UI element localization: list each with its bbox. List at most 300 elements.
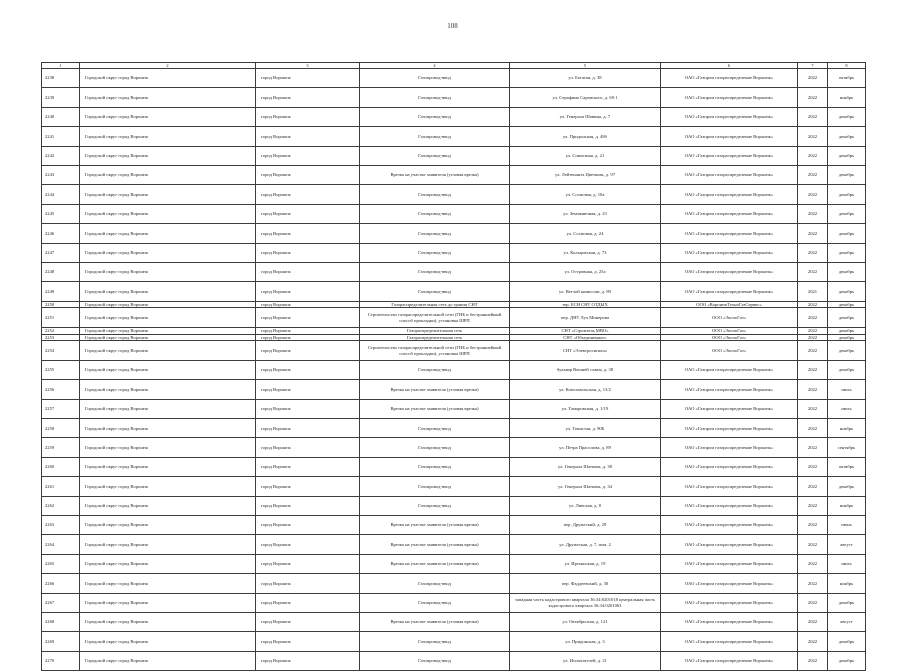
organization-cell: ООО «ЭкспоГаз» — [661, 334, 798, 341]
settlement-cell: город Воронеж — [256, 593, 360, 612]
organization-cell: ОАО «Газпром газораспределение Воронеж» — [661, 554, 798, 573]
organization-cell: ОАО «Газпром газораспределение Воронеж» — [661, 612, 798, 631]
settlement-cell: город Воронеж — [256, 341, 360, 360]
address-cell: ул. Придонская, д. 3 — [510, 632, 661, 651]
table-row — [42, 438, 866, 457]
row-number: 2266 — [42, 574, 80, 593]
column-number: 4 — [360, 63, 510, 69]
address-cell: СНТ «Объединенное» — [510, 334, 661, 341]
object-cell: Газопровод-ввод — [360, 107, 510, 126]
row-number: 2263 — [42, 515, 80, 534]
year-cell: 2022 — [798, 301, 828, 308]
object-cell: Врезка на участке заявителя (угловая врезка) — [360, 380, 510, 399]
year-cell: 2022 — [798, 165, 828, 184]
settlement-cell: город Воронеж — [256, 88, 360, 107]
district-cell: Городской округ город Воронеж — [80, 593, 256, 612]
table-row — [42, 327, 866, 334]
settlement-cell: город Воронеж — [256, 107, 360, 126]
column-number: 1 — [42, 63, 80, 69]
district-cell: Городской округ город Воронеж — [80, 419, 256, 438]
month-cell: декабрь — [828, 262, 866, 281]
table-row — [42, 612, 866, 631]
address-cell: ул. Испытателей, д. 21 — [510, 651, 661, 670]
organization-cell: ОАО «Газпром газораспределение Воронеж» — [661, 496, 798, 515]
object-cell: Врезка на участке заявителя (угловая врезка) — [360, 535, 510, 554]
row-number: 2249 — [42, 282, 80, 301]
register-sheet — [41, 62, 865, 664]
district-cell: Городской округ город Воронеж — [80, 632, 256, 651]
organization-cell: ОАО «Газпром газораспределение Воронеж» — [661, 204, 798, 223]
row-number: 2243 — [42, 165, 80, 184]
organization-cell: ООО «ЭкспоГаз» — [661, 327, 798, 334]
district-cell: Городской округ город Воронеж — [80, 185, 256, 204]
object-cell: Газопровод-ввод — [360, 282, 510, 301]
row-number: 2246 — [42, 224, 80, 243]
object-cell: Газопровод-ввод — [360, 574, 510, 593]
organization-cell: ООО «ВоронежТехноГазСервис» — [661, 301, 798, 308]
address-cell: западная часть кадастрового квартала 36:34:0201018 центральная часть кадастрового квартала 36:34:0201063 — [510, 593, 661, 612]
year-cell: 2022 — [798, 185, 828, 204]
row-number: 2270 — [42, 651, 80, 670]
organization-cell: ООО «ЭкспоГаз» — [661, 308, 798, 327]
address-cell: ул. Совхозная, д. 21 — [510, 146, 661, 165]
district-cell: Городской округ город Воронеж — [80, 515, 256, 534]
table-row — [42, 165, 866, 184]
address-cell: ул. Серафима Саровского, д. 69.1 — [510, 88, 661, 107]
month-cell: декабрь — [828, 165, 866, 184]
object-cell: Газораспределительная сеть — [360, 327, 510, 334]
object-cell: Врезка на участке заявителя (угловая врезка) — [360, 612, 510, 631]
month-cell: август — [828, 535, 866, 554]
settlement-cell: город Воронеж — [256, 457, 360, 476]
object-cell: Газопровод-ввод — [360, 632, 510, 651]
month-cell: декабрь — [828, 224, 866, 243]
row-number: 2248 — [42, 262, 80, 281]
month-cell: июль — [828, 399, 866, 418]
page-number: 108 — [447, 22, 458, 30]
month-cell: декабрь — [828, 651, 866, 670]
month-cell: декабрь — [828, 308, 866, 327]
organization-cell: ОАО «Газпром газораспределение Воронеж» — [661, 419, 798, 438]
address-cell: СНТ «Строитель МВО» — [510, 327, 661, 334]
month-cell: июль — [828, 554, 866, 573]
object-cell: Врезка на участке заявителя (угловая врезка) — [360, 554, 510, 573]
month-cell: июль — [828, 380, 866, 399]
settlement-cell: город Воронеж — [256, 301, 360, 308]
month-cell: декабрь — [828, 334, 866, 341]
row-number: 2256 — [42, 380, 80, 399]
district-cell: Городской округ город Воронеж — [80, 327, 256, 334]
settlement-cell: город Воронеж — [256, 360, 360, 379]
organization-cell: ОАО «Газпром газораспределение Воронеж» — [661, 107, 798, 126]
district-cell: Городской округ город Воронеж — [80, 146, 256, 165]
table-row — [42, 185, 866, 204]
object-cell: Газопровод-ввод — [360, 224, 510, 243]
month-cell: август — [828, 612, 866, 631]
district-cell: Городской округ город Воронеж — [80, 88, 256, 107]
row-number: 2247 — [42, 243, 80, 262]
object-cell: Газопровод-ввод — [360, 185, 510, 204]
address-cell: ул. Генерала Шаткова, д. 34 — [510, 477, 661, 496]
month-cell: декабрь — [828, 107, 866, 126]
row-number: 2252 — [42, 327, 80, 334]
district-cell: Городской округ город Воронеж — [80, 127, 256, 146]
row-number: 2240 — [42, 107, 80, 126]
table-row — [42, 574, 866, 593]
object-cell: Газораспределительная сеть — [360, 334, 510, 341]
settlement-cell: город Воронеж — [256, 515, 360, 534]
table-row — [42, 593, 866, 612]
table-row — [42, 334, 866, 341]
address-cell: ул. Петра Прасолова, д. 89 — [510, 438, 661, 457]
settlement-cell: город Воронеж — [256, 632, 360, 651]
month-cell: декабрь — [828, 341, 866, 360]
address-cell: ул. Кольцовская, д. 73 — [510, 243, 661, 262]
row-number: 2244 — [42, 185, 80, 204]
month-cell: декабрь — [828, 593, 866, 612]
month-cell: декабрь — [828, 632, 866, 651]
year-cell: 2022 — [798, 341, 828, 360]
settlement-cell: город Воронеж — [256, 380, 360, 399]
settlement-cell: город Воронеж — [256, 477, 360, 496]
object-cell: Газопровод-ввод — [360, 146, 510, 165]
address-cell: ул. Островная, д. 25а — [510, 262, 661, 281]
table-row — [42, 535, 866, 554]
month-cell: декабрь — [828, 360, 866, 379]
settlement-cell: город Воронеж — [256, 204, 360, 223]
object-cell: Газопровод-ввод — [360, 360, 510, 379]
row-number: 2259 — [42, 438, 80, 457]
object-cell: Газопровод-ввод — [360, 419, 510, 438]
organization-cell: ОАО «Газпром газораспределение Воронеж» — [661, 438, 798, 457]
row-number: 2242 — [42, 146, 80, 165]
row-number: 2258 — [42, 419, 80, 438]
settlement-cell: город Воронеж — [256, 243, 360, 262]
month-cell: ноябрь — [828, 88, 866, 107]
organization-cell: ОАО «Газпром газораспределение Воронеж» — [661, 477, 798, 496]
settlement-cell: город Воронеж — [256, 262, 360, 281]
row-number: 2255 — [42, 360, 80, 379]
table-row — [42, 224, 866, 243]
object-cell: Газопровод-ввод — [360, 204, 510, 223]
year-cell: 2021 — [798, 282, 828, 301]
district-cell: Городской округ город Воронеж — [80, 69, 256, 88]
object-cell: Газопровод-ввод — [360, 69, 510, 88]
table-row — [42, 360, 866, 379]
table-row — [42, 496, 866, 515]
district-cell: Городской округ город Воронеж — [80, 651, 256, 670]
object-cell: Газопровод-ввод — [360, 243, 510, 262]
district-cell: Городской округ город Воронеж — [80, 554, 256, 573]
district-cell: Городской округ город Воронеж — [80, 262, 256, 281]
settlement-cell: город Воронеж — [256, 146, 360, 165]
address-cell: пер. Фаддеевский, д. 30 — [510, 574, 661, 593]
settlement-cell: город Воронеж — [256, 554, 360, 573]
month-cell: декабрь — [828, 477, 866, 496]
settlement-cell: город Воронеж — [256, 535, 360, 554]
year-cell: 2022 — [798, 438, 828, 457]
year-cell: 2022 — [798, 593, 828, 612]
settlement-cell: город Воронеж — [256, 612, 360, 631]
month-cell: октябрь — [828, 69, 866, 88]
table-row — [42, 308, 866, 327]
organization-cell: ОАО «Газпром газораспределение Воронеж» — [661, 535, 798, 554]
organization-cell: ОАО «Газпром газораспределение Воронеж» — [661, 574, 798, 593]
month-cell: декабрь — [828, 204, 866, 223]
address-cell: пер. ДНТ Луч Минерова — [510, 308, 661, 327]
address-cell: ул. Ветлой комиссии, д. 89 — [510, 282, 661, 301]
table-row — [42, 651, 866, 670]
district-cell: Городской округ город Воронеж — [80, 204, 256, 223]
organization-cell: ООО «ЭкспоГаз» — [661, 341, 798, 360]
organization-cell: ОАО «Газпром газораспределение Воронеж» — [661, 185, 798, 204]
organization-cell: ОАО «Газпром газораспределение Воронеж» — [661, 243, 798, 262]
settlement-cell: город Воронеж — [256, 496, 360, 515]
table-row — [42, 380, 866, 399]
object-cell: Газопровод-ввод — [360, 457, 510, 476]
table-row — [42, 146, 866, 165]
year-cell: 2022 — [798, 224, 828, 243]
row-number: 2241 — [42, 127, 80, 146]
table-row — [42, 341, 866, 360]
organization-cell: ОАО «Газпром газораспределение Воронеж» — [661, 515, 798, 534]
settlement-cell: город Воронеж — [256, 419, 360, 438]
organization-cell: ОАО «Газпром газораспределение Воронеж» — [661, 457, 798, 476]
object-cell: Газопровод-ввод — [360, 496, 510, 515]
organization-cell: ОАО «Газпром газораспределение Воронеж» — [661, 651, 798, 670]
organization-cell: ОАО «Газпром газораспределение Воронеж» — [661, 165, 798, 184]
address-cell: СНТ «Электросигнал» — [510, 341, 661, 360]
settlement-cell: город Воронеж — [256, 399, 360, 418]
settlement-cell: город Воронеж — [256, 185, 360, 204]
row-number: 2265 — [42, 554, 80, 573]
year-cell: 2022 — [798, 127, 828, 146]
year-cell: 2022 — [798, 477, 828, 496]
month-cell: сентябрь — [828, 438, 866, 457]
year-cell: 2022 — [798, 399, 828, 418]
address-cell: ул. Дружеская, д. 7, пом. 2 — [510, 535, 661, 554]
year-cell: 2022 — [798, 457, 828, 476]
organization-cell: ОАО «Газпром газораспределение Воронеж» — [661, 360, 798, 379]
year-cell: 2022 — [798, 632, 828, 651]
month-cell: ноябрь — [828, 496, 866, 515]
address-cell: ул. Тенистая, д. 90Б — [510, 419, 661, 438]
month-cell: декабрь — [828, 146, 866, 165]
address-cell: ул. Генерала Шавина, д. 7 — [510, 107, 661, 126]
object-cell: Газопровод-ввод — [360, 477, 510, 496]
month-cell: октябрь — [828, 457, 866, 476]
year-cell: 2022 — [798, 69, 828, 88]
settlement-cell: город Воронеж — [256, 327, 360, 334]
table-row — [42, 243, 866, 262]
district-cell: Городской округ город Воронеж — [80, 574, 256, 593]
year-cell: 2022 — [798, 612, 828, 631]
register-table — [41, 62, 866, 671]
table-row — [42, 632, 866, 651]
address-cell: ул. Богатая, д. 38 — [510, 69, 661, 88]
address-cell: ул. Тамаровская, д. 1/19 — [510, 399, 661, 418]
address-cell: ул. Сосновая, д. 10а — [510, 185, 661, 204]
district-cell: Городской округ город Воронеж — [80, 334, 256, 341]
year-cell: 2022 — [798, 574, 828, 593]
object-cell: Строительство газораспределительной сети (ГНБ и бестраншейный способ прокладки), установка ШРП — [360, 341, 510, 360]
address-cell: ул. Октябрьская, д. 121 — [510, 612, 661, 631]
organization-cell: ОАО «Газпром газораспределение Воронеж» — [661, 146, 798, 165]
year-cell: 2022 — [798, 380, 828, 399]
district-cell: Городской округ город Воронеж — [80, 282, 256, 301]
district-cell: Городской округ город Воронеж — [80, 457, 256, 476]
row-number: 2268 — [42, 612, 80, 631]
address-cell: бульвар Вешней славы, д. 38 — [510, 360, 661, 379]
object-cell: Газопровод-ввод — [360, 651, 510, 670]
year-cell: 2022 — [798, 334, 828, 341]
year-cell: 2022 — [798, 535, 828, 554]
row-number: 2261 — [42, 477, 80, 496]
object-cell: Врезка на участке заявителя (угловая врезка) — [360, 399, 510, 418]
object-cell: Газопровод-ввод — [360, 88, 510, 107]
table-row — [42, 554, 866, 573]
row-number: 2262 — [42, 496, 80, 515]
settlement-cell: город Воронеж — [256, 69, 360, 88]
address-cell: ул. Земляничная, д. 23 — [510, 204, 661, 223]
district-cell: Городской округ город Воронеж — [80, 341, 256, 360]
district-cell: Городской округ город Воронеж — [80, 438, 256, 457]
year-cell: 2022 — [798, 243, 828, 262]
year-cell: 2022 — [798, 651, 828, 670]
address-cell: ул. Придонская, д. 48б — [510, 127, 661, 146]
settlement-cell: город Воронеж — [256, 165, 360, 184]
district-cell: Городской округ город Воронеж — [80, 301, 256, 308]
table-row — [42, 419, 866, 438]
organization-cell: ОАО «Газпром газораспределение Воронеж» — [661, 127, 798, 146]
settlement-cell: город Воронеж — [256, 334, 360, 341]
settlement-cell: город Воронеж — [256, 308, 360, 327]
address-cell: ул. Лейтенанта Цветкова, д. 97 — [510, 165, 661, 184]
column-number: 2 — [80, 63, 256, 69]
column-number: 3 — [256, 63, 360, 69]
object-cell: Газопровод-ввод — [360, 127, 510, 146]
row-number: 2264 — [42, 535, 80, 554]
year-cell: 2022 — [798, 308, 828, 327]
object-cell: Газопровод-ввод — [360, 438, 510, 457]
year-cell: 2022 — [798, 419, 828, 438]
table-row — [42, 301, 866, 308]
register-table-body — [42, 69, 866, 671]
row-number: 2260 — [42, 457, 80, 476]
object-cell: Врезка на участке заявителя (угловая врезка) — [360, 515, 510, 534]
table-row — [42, 69, 866, 88]
year-cell: 2022 — [798, 146, 828, 165]
district-cell: Городской округ город Воронеж — [80, 399, 256, 418]
year-cell: 2022 — [798, 204, 828, 223]
district-cell: Городской округ город Воронеж — [80, 477, 256, 496]
organization-cell: ОАО «Газпром газораспределение Воронеж» — [661, 224, 798, 243]
address-cell: ул. Ливская, д. 8 — [510, 496, 661, 515]
organization-cell: ОАО «Газпром газораспределение Воронеж» — [661, 593, 798, 612]
table-row — [42, 127, 866, 146]
row-number: 2238 — [42, 69, 80, 88]
district-cell: Городской округ город Воронеж — [80, 165, 256, 184]
organization-cell: ОАО «Газпром газораспределение Воронеж» — [661, 380, 798, 399]
month-cell: ноябрь — [828, 419, 866, 438]
object-cell: Газопровод-ввод — [360, 593, 510, 612]
table-row — [42, 88, 866, 107]
district-cell: Городской округ город Воронеж — [80, 380, 256, 399]
year-cell: 2022 — [798, 360, 828, 379]
table-row — [42, 107, 866, 126]
table-row — [42, 262, 866, 281]
object-cell: Врезка на участке заявителя (угловая врезка) — [360, 165, 510, 184]
organization-cell: ОАО «Газпром газораспределение Воронеж» — [661, 88, 798, 107]
column-number: 6 — [661, 63, 798, 69]
organization-cell: ОАО «Газпром газораспределение Воронеж» — [661, 282, 798, 301]
organization-cell: ОАО «Газпром газораспределение Воронеж» — [661, 399, 798, 418]
district-cell: Городской округ город Воронеж — [80, 496, 256, 515]
year-cell: 2022 — [798, 107, 828, 126]
district-cell: Городской округ город Воронеж — [80, 107, 256, 126]
table-row — [42, 204, 866, 223]
row-number: 2250 — [42, 301, 80, 308]
district-cell: Городской округ город Воронеж — [80, 308, 256, 327]
row-number: 2267 — [42, 593, 80, 612]
column-number: 7 — [798, 63, 828, 69]
month-cell: декабрь — [828, 282, 866, 301]
address-cell: ул. Сосновая, д. 24 — [510, 224, 661, 243]
address-cell: ул. Иртышская, д. 19 — [510, 554, 661, 573]
year-cell: 2022 — [798, 88, 828, 107]
settlement-cell: город Воронеж — [256, 282, 360, 301]
address-cell: ул. Комсомольская, д. 13/2 — [510, 380, 661, 399]
month-cell: декабрь — [828, 243, 866, 262]
settlement-cell: город Воронеж — [256, 438, 360, 457]
year-cell: 2022 — [798, 554, 828, 573]
settlement-cell: город Воронеж — [256, 224, 360, 243]
table-row — [42, 477, 866, 496]
month-cell: декабрь — [828, 301, 866, 308]
year-cell: 2022 — [798, 496, 828, 515]
column-number: 8 — [828, 63, 866, 69]
address-cell: тер. ЕСН СНТ ОТДЫХ — [510, 301, 661, 308]
row-number: 2239 — [42, 88, 80, 107]
month-cell: декабрь — [828, 127, 866, 146]
table-row — [42, 457, 866, 476]
row-number: 2269 — [42, 632, 80, 651]
organization-cell: ОАО «Газпром газораспределение Воронеж» — [661, 69, 798, 88]
row-number: 2251 — [42, 308, 80, 327]
row-number: 2253 — [42, 334, 80, 341]
year-cell: 2022 — [798, 262, 828, 281]
district-cell: Городской округ город Воронеж — [80, 224, 256, 243]
object-cell: Газопровод-ввод — [360, 262, 510, 281]
settlement-cell: город Воронеж — [256, 127, 360, 146]
address-cell: ул. Генерала Шаткова, д. 38 — [510, 457, 661, 476]
month-cell: ноябрь — [828, 574, 866, 593]
district-cell: Городской округ город Воронеж — [80, 360, 256, 379]
district-cell: Городской округ город Воронеж — [80, 243, 256, 262]
address-cell: пер. Дружеский, д. 29 — [510, 515, 661, 534]
organization-cell: ОАО «Газпром газораспределение Воронеж» — [661, 632, 798, 651]
year-cell: 2022 — [798, 515, 828, 534]
settlement-cell: город Воронеж — [256, 651, 360, 670]
row-number: 2254 — [42, 341, 80, 360]
district-cell: Городской округ город Воронеж — [80, 612, 256, 631]
object-cell: Газораспределительная сеть до границ СНТ — [360, 301, 510, 308]
month-cell: декабрь — [828, 327, 866, 334]
month-cell: июнь — [828, 515, 866, 534]
row-number: 2245 — [42, 204, 80, 223]
table-row — [42, 399, 866, 418]
column-number: 5 — [510, 63, 661, 69]
